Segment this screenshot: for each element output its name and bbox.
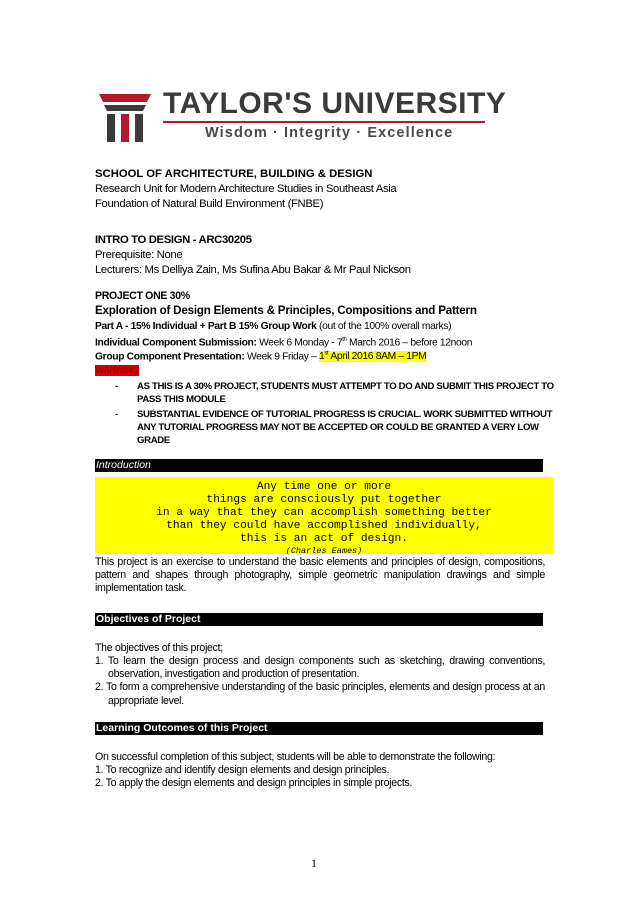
objective-item: 2. To form a comprehensive understanding of the basic principles, elements and design process at an appropriate level. bbox=[95, 681, 545, 707]
group-date-sup: st bbox=[324, 351, 329, 357]
group-presentation-week: Week 9 Friday – bbox=[244, 351, 320, 363]
outcomes-list bbox=[95, 764, 545, 790]
warning-item-text: SUBSTANTIAL EVIDENCE OF TUTORIAL PROGRESS IS CRUCIAL. WORK SUBMITTED WITHOUT ANY TUTORIAL PROGRESS MAY NOT BE ACCEPTED OR COULD BE GRANTED A VERY LOW GRADE bbox=[137, 409, 553, 446]
warning-item-text: AS THIS IS A 30% PROJECT, STUDENTS MUST ATTEMPT TO DO AND SUBMIT THIS PROJECT TO PASS THIS MODULE bbox=[137, 381, 554, 405]
warning-dash: - bbox=[115, 381, 118, 392]
module-prerequisite: Prerequisite: None bbox=[95, 249, 183, 261]
introduction-body: This project is an exercise to understand the basic elements and principles of design, compositions, pattern and shapes through photography, simple geometric manipulation drawings and simple implementation task. bbox=[95, 556, 545, 595]
school-name: SCHOOL OF ARCHITECTURE, BUILDING & DESIGN bbox=[95, 168, 373, 180]
project-title: Exploration of Design Elements & Principles, Compositions and Pattern bbox=[95, 304, 477, 317]
group-date-day: 1 bbox=[319, 351, 325, 363]
section-heading-objectives bbox=[95, 613, 543, 626]
section-heading-learning-outcomes bbox=[95, 722, 543, 735]
group-presentation-date bbox=[319, 351, 426, 362]
objective-item: 1. To learn the design process and design components such as sketching, drawing conventions, observation, investigation and production of presentation. bbox=[95, 655, 545, 681]
university-crest-icon bbox=[97, 88, 153, 144]
individual-submission-week: Week 6 Monday - 7 bbox=[256, 337, 343, 349]
group-presentation bbox=[95, 348, 426, 363]
individual-submission-label: Individual Component Submission: bbox=[95, 337, 257, 349]
logo-motto: Wisdom · Integrity · Excellence bbox=[205, 125, 454, 141]
quote-author: (Charles Eames) bbox=[285, 546, 363, 556]
logo-rule bbox=[163, 121, 485, 123]
quote-line: than they could have accomplished individually, bbox=[166, 520, 482, 532]
objectives-intro: The objectives of this project; bbox=[95, 642, 223, 654]
warning-label-text: WARNING bbox=[95, 365, 139, 376]
quote-line: this is an act of design. bbox=[240, 533, 408, 545]
project-label: PROJECT ONE 30% bbox=[95, 290, 190, 302]
objectives-list bbox=[95, 655, 545, 708]
logo-wordmark: TAYLOR'S UNIVERSITY bbox=[163, 87, 507, 120]
group-presentation-label: Group Component Presentation: bbox=[95, 351, 245, 363]
outcome-item: 2. To apply the design elements and design principles in simple projects. bbox=[95, 777, 413, 790]
outcomes-heading-text: Learning Outcomes of this Project bbox=[96, 722, 268, 734]
outcome-item: 1. To recognize and identify design elements and design principles. bbox=[95, 764, 390, 776]
introduction-heading-text: Introduction bbox=[96, 459, 151, 471]
quote-line: things are consciously put together bbox=[206, 494, 442, 506]
module-lecturers: Lecturers: Ms Delliya Zain, Ms Sufina Abu Bakar & Mr Paul Nickson bbox=[95, 264, 411, 276]
project-parts-bold: Part A - 15% Individual + Part B 15% Group Work bbox=[95, 321, 317, 332]
quote-line: Any time one or more bbox=[256, 481, 392, 493]
group-date-rest: April 2016 8AM – 1PM bbox=[328, 351, 427, 363]
module-title: INTRO TO DESIGN - ARC30205 bbox=[95, 234, 252, 246]
individual-submission-sup: th bbox=[342, 337, 347, 343]
quote-line: in a way that they can accomplish something better bbox=[156, 507, 492, 519]
individual-submission-date: March 2016 – before 12noon bbox=[346, 337, 473, 349]
research-unit: Research Unit for Modern Architecture Studies in Southeast Asia bbox=[95, 183, 397, 195]
quote-box bbox=[95, 477, 553, 554]
project-parts-rest: (out of the 100% overall marks) bbox=[316, 321, 452, 332]
objectives-heading-text: Objectives of Project bbox=[96, 613, 201, 625]
section-heading-introduction bbox=[95, 459, 543, 472]
programme-name: Foundation of Natural Build Environment (FNBE) bbox=[95, 198, 324, 210]
warning-label bbox=[95, 364, 139, 377]
outcomes-intro: On successful completion of this subject, students will be able to demonstrate the following: bbox=[95, 751, 496, 763]
warning-dash: - bbox=[115, 409, 118, 420]
university-logo bbox=[97, 87, 507, 144]
page-number: 1 bbox=[311, 856, 317, 870]
project-parts bbox=[95, 320, 451, 333]
